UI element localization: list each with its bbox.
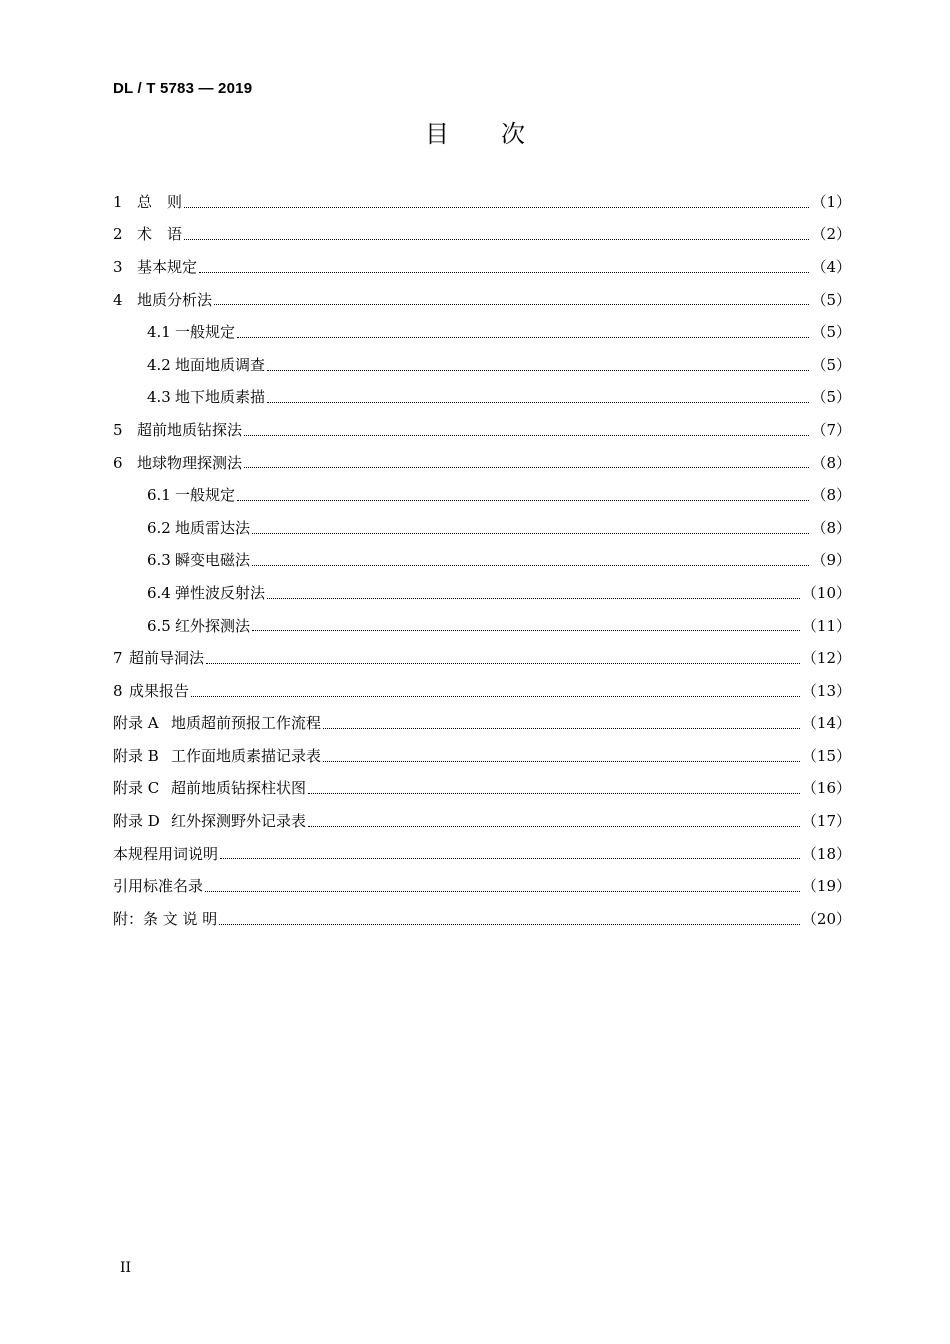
- page-number: II: [120, 1260, 132, 1276]
- toc-title: 地质雷达法: [175, 518, 251, 537]
- toc-number: 5: [113, 420, 123, 439]
- toc-number: 附录 B: [113, 746, 159, 765]
- leader-dots: [252, 629, 800, 631]
- toc-entry-4[interactable]: [113, 284, 851, 317]
- toc-title: 瞬变电磁法: [175, 551, 251, 570]
- toc-entry-appendix-b[interactable]: [113, 740, 851, 773]
- leader-dots: [191, 695, 800, 697]
- toc-page: （5）: [811, 323, 851, 342]
- toc-number: 2: [113, 225, 123, 244]
- toc-page: （9）: [811, 551, 851, 570]
- toc-title: 地下地质素描: [175, 388, 266, 407]
- toc-entry-6-5[interactable]: [113, 610, 851, 643]
- table-of-contents: [113, 186, 851, 936]
- standard-code: DL / T 5783 — 2019: [113, 80, 253, 97]
- leader-dots: [267, 597, 800, 599]
- toc-title: 引用标准名录: [113, 877, 204, 896]
- toc-title: 地面地质调查: [175, 355, 266, 374]
- toc-title: 成果报告: [129, 681, 190, 700]
- toc-entry-3[interactable]: [113, 251, 851, 284]
- toc-number: 6.4: [147, 583, 171, 602]
- toc-page: （2）: [811, 225, 851, 244]
- toc-title: 术 语: [137, 225, 183, 244]
- toc-entry-references[interactable]: [113, 870, 851, 903]
- toc-entry-6-3[interactable]: [113, 545, 851, 578]
- toc-entry-appendix-c[interactable]: [113, 773, 851, 806]
- toc-entry-6-4[interactable]: [113, 577, 851, 610]
- toc-page: （7）: [811, 420, 851, 439]
- toc-page: （20）: [801, 909, 851, 928]
- toc-title: 超前地质钻探法: [137, 420, 243, 439]
- toc-number: 6: [113, 453, 123, 472]
- toc-number: 附录 C: [113, 779, 160, 798]
- toc-page: （8）: [811, 486, 851, 505]
- toc-page: （1）: [811, 192, 851, 211]
- leader-dots: [205, 890, 800, 892]
- toc-page: （8）: [811, 518, 851, 537]
- toc-number: 6.5: [147, 616, 171, 635]
- toc-entry-5[interactable]: [113, 414, 851, 447]
- toc-page: （15）: [801, 746, 851, 765]
- toc-entry-2[interactable]: [113, 219, 851, 252]
- title-char-2: 次: [501, 120, 525, 148]
- toc-number: 3: [113, 257, 123, 276]
- leader-dots: [267, 401, 809, 403]
- toc-title: 弹性波反射法: [175, 583, 266, 602]
- toc-number: 8: [113, 681, 123, 700]
- toc-page: （12）: [801, 649, 851, 668]
- toc-page: （17）: [801, 812, 851, 831]
- toc-entry-appendix-d[interactable]: [113, 805, 851, 838]
- toc-page: （16）: [801, 779, 851, 798]
- toc-entry-4-3[interactable]: [113, 382, 851, 415]
- toc-title: 超前地质钻探柱状图: [171, 779, 307, 798]
- toc-number: 6.3: [147, 551, 171, 570]
- toc-entry-appendix-a[interactable]: [113, 708, 851, 741]
- toc-title: 地球物理探测法: [137, 453, 243, 472]
- leader-dots: [237, 499, 809, 501]
- toc-page: （13）: [801, 681, 851, 700]
- toc-entry-wording[interactable]: [113, 838, 851, 871]
- leader-dots: [220, 857, 800, 859]
- leader-dots: [237, 336, 809, 338]
- leader-dots: [199, 271, 809, 273]
- toc-entry-6-2[interactable]: [113, 512, 851, 545]
- leader-dots: [244, 434, 809, 436]
- toc-title: 一般规定: [175, 323, 236, 342]
- toc-title: 红外探测法: [175, 616, 251, 635]
- toc-entry-4-1[interactable]: [113, 316, 851, 349]
- toc-page: （5）: [811, 355, 851, 374]
- toc-entry-6-1[interactable]: [113, 479, 851, 512]
- toc-page: （5）: [811, 388, 851, 407]
- toc-title: 超前导洞法: [129, 649, 205, 668]
- toc-title: 地质分析法: [137, 290, 213, 309]
- toc-entry-8[interactable]: [113, 675, 851, 708]
- leader-dots: [184, 238, 809, 240]
- leader-dots: [184, 206, 809, 208]
- toc-entry-1[interactable]: [113, 186, 851, 219]
- toc-title: 工作面地质素描记录表: [171, 746, 322, 765]
- toc-page: （11）: [801, 616, 851, 635]
- toc-page: （19）: [801, 877, 851, 896]
- toc-entry-6[interactable]: [113, 447, 851, 480]
- toc-number: 附录 D: [113, 812, 160, 831]
- toc-page: （4）: [811, 257, 851, 276]
- toc-number: 4: [113, 290, 123, 309]
- toc-entry-explanation[interactable]: [113, 903, 851, 936]
- toc-entry-7[interactable]: [113, 642, 851, 675]
- toc-number: 4.3: [147, 388, 171, 407]
- toc-title: 一般规定: [175, 486, 236, 505]
- toc-page: （14）: [801, 714, 851, 733]
- toc-page: （18）: [801, 844, 851, 863]
- leader-dots: [219, 923, 800, 925]
- page-title: [0, 114, 950, 149]
- toc-page: （5）: [811, 290, 851, 309]
- toc-title: 总 则: [137, 192, 183, 211]
- leader-dots: [214, 303, 809, 305]
- toc-number: 1: [113, 192, 123, 211]
- toc-title: 本规程用词说明: [113, 844, 219, 863]
- leader-dots: [267, 369, 809, 371]
- leader-dots: [308, 825, 800, 827]
- toc-number: 6.1: [147, 486, 171, 505]
- toc-page: （8）: [811, 453, 851, 472]
- toc-number: 4.2: [147, 355, 171, 374]
- toc-title: 红外探测野外记录表: [171, 812, 307, 831]
- toc-title: 地质超前预报工作流程: [171, 714, 322, 733]
- leader-dots: [323, 727, 800, 729]
- toc-title: 附：条 文 说 明: [113, 909, 218, 928]
- toc-number: 4.1: [147, 323, 171, 342]
- toc-number: 6.2: [147, 518, 171, 537]
- toc-title: 基本规定: [137, 257, 198, 276]
- leader-dots: [252, 532, 809, 534]
- toc-entry-4-2[interactable]: [113, 349, 851, 382]
- toc-page: （10）: [801, 583, 851, 602]
- leader-dots: [244, 466, 809, 468]
- leader-dots: [308, 792, 800, 794]
- toc-number: 7: [113, 649, 123, 668]
- leader-dots: [252, 564, 809, 566]
- leader-dots: [206, 662, 800, 664]
- toc-number: 附录 A: [113, 714, 159, 733]
- leader-dots: [323, 760, 800, 762]
- title-char-1: 目: [425, 120, 449, 148]
